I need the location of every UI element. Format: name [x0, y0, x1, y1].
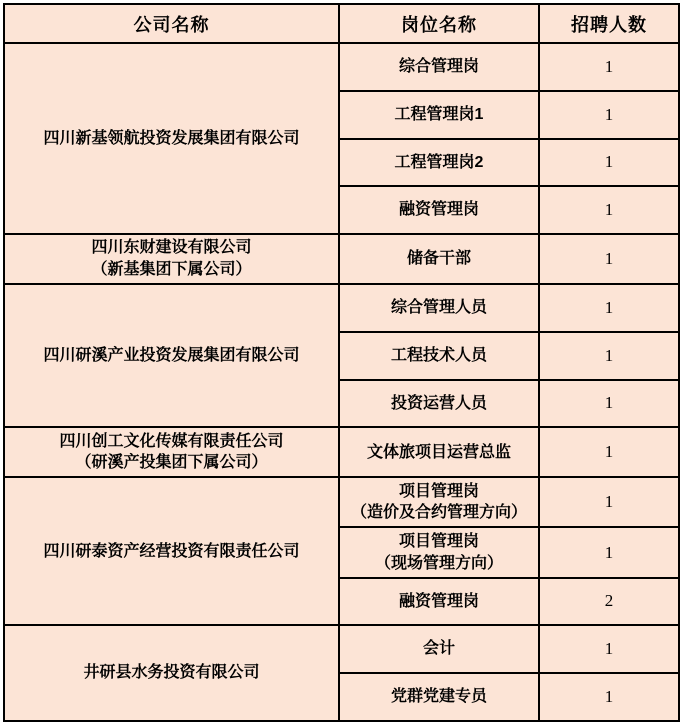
position-name: 融资管理岗: [398, 592, 479, 610]
company-cell: [4, 284, 339, 427]
position-cell: [339, 578, 539, 626]
company-name: 四川东财建设有限公司: [91, 239, 252, 257]
position-direction-note: （现场管理方向）: [374, 554, 503, 572]
position-name: 综合管理人员: [390, 299, 487, 317]
position-name: 文体旅项目运营总监: [366, 443, 511, 461]
company-name: 四川新基领航投资发展集团有限公司: [43, 129, 300, 147]
position-name: 项目管理岗: [398, 482, 479, 500]
position-cell: [339, 477, 539, 527]
header-row: [4, 4, 679, 43]
table-row: [4, 43, 679, 91]
position-cell: [339, 427, 539, 477]
headcount-cell: 1: [539, 527, 679, 577]
position-name: 项目管理岗: [398, 532, 479, 550]
table-row: [4, 427, 679, 477]
company-cell: [4, 427, 339, 477]
headcount-cell: 1: [539, 91, 679, 139]
position-direction-note: （造价及合约管理方向）: [350, 504, 527, 522]
position-name: 工程管理岗2: [394, 153, 484, 171]
company-cell: [4, 625, 339, 721]
headcount-cell: 1: [539, 284, 679, 332]
headcount-cell: 1: [539, 186, 679, 234]
company-name: 井研县水务投资有限公司: [83, 664, 260, 682]
position-cell: [339, 234, 539, 284]
position-cell: [339, 380, 539, 428]
company-name: 四川研泰资产经营投资有限责任公司: [43, 542, 300, 560]
header-headcount: 招聘人数: [539, 4, 679, 43]
company-subsidiary-note: （研溪产投集团下属公司）: [75, 454, 268, 472]
position-cell: [339, 91, 539, 139]
headcount-cell: 1: [539, 43, 679, 91]
table-row: [4, 625, 679, 673]
company-cell: [4, 43, 339, 234]
position-cell: [339, 284, 539, 332]
company-name: 四川研溪产业投资发展集团有限公司: [43, 346, 300, 364]
recruitment-table: [3, 3, 680, 722]
company-name: 四川创工文化传媒有限责任公司: [59, 432, 284, 450]
position-cell: [339, 625, 539, 673]
table-row: [4, 284, 679, 332]
header-company-name: 公司名称: [4, 4, 339, 43]
headcount-cell: 2: [539, 578, 679, 626]
headcount-cell: 1: [539, 673, 679, 721]
headcount-cell: 1: [539, 380, 679, 428]
position-cell: [339, 186, 539, 234]
headcount-cell: 1: [539, 477, 679, 527]
position-cell: [339, 139, 539, 187]
company-cell: [4, 477, 339, 625]
headcount-cell: 1: [539, 234, 679, 284]
position-name: 融资管理岗: [398, 201, 479, 219]
position-name: 党群党建专员: [390, 688, 487, 706]
position-cell: [339, 527, 539, 577]
company-cell: [4, 234, 339, 284]
headcount-cell: 1: [539, 139, 679, 187]
headcount-cell: 1: [539, 427, 679, 477]
position-name: 会计: [422, 640, 455, 658]
position-name: 储备干部: [406, 250, 471, 268]
table-body: [4, 43, 679, 721]
headcount-cell: 1: [539, 625, 679, 673]
position-name: 工程技术人员: [390, 346, 487, 364]
position-cell: [339, 332, 539, 380]
header-position-name: 岗位名称: [339, 4, 539, 43]
headcount-cell: 1: [539, 332, 679, 380]
position-name: 投资运营人员: [390, 394, 487, 412]
position-name: 工程管理岗1: [394, 105, 484, 123]
company-subsidiary-note: （新基集团下属公司）: [91, 261, 252, 279]
table-row: [4, 234, 679, 284]
position-cell: [339, 43, 539, 91]
position-name: 综合管理岗: [398, 58, 479, 76]
table-row: [4, 477, 679, 527]
position-cell: [339, 673, 539, 721]
